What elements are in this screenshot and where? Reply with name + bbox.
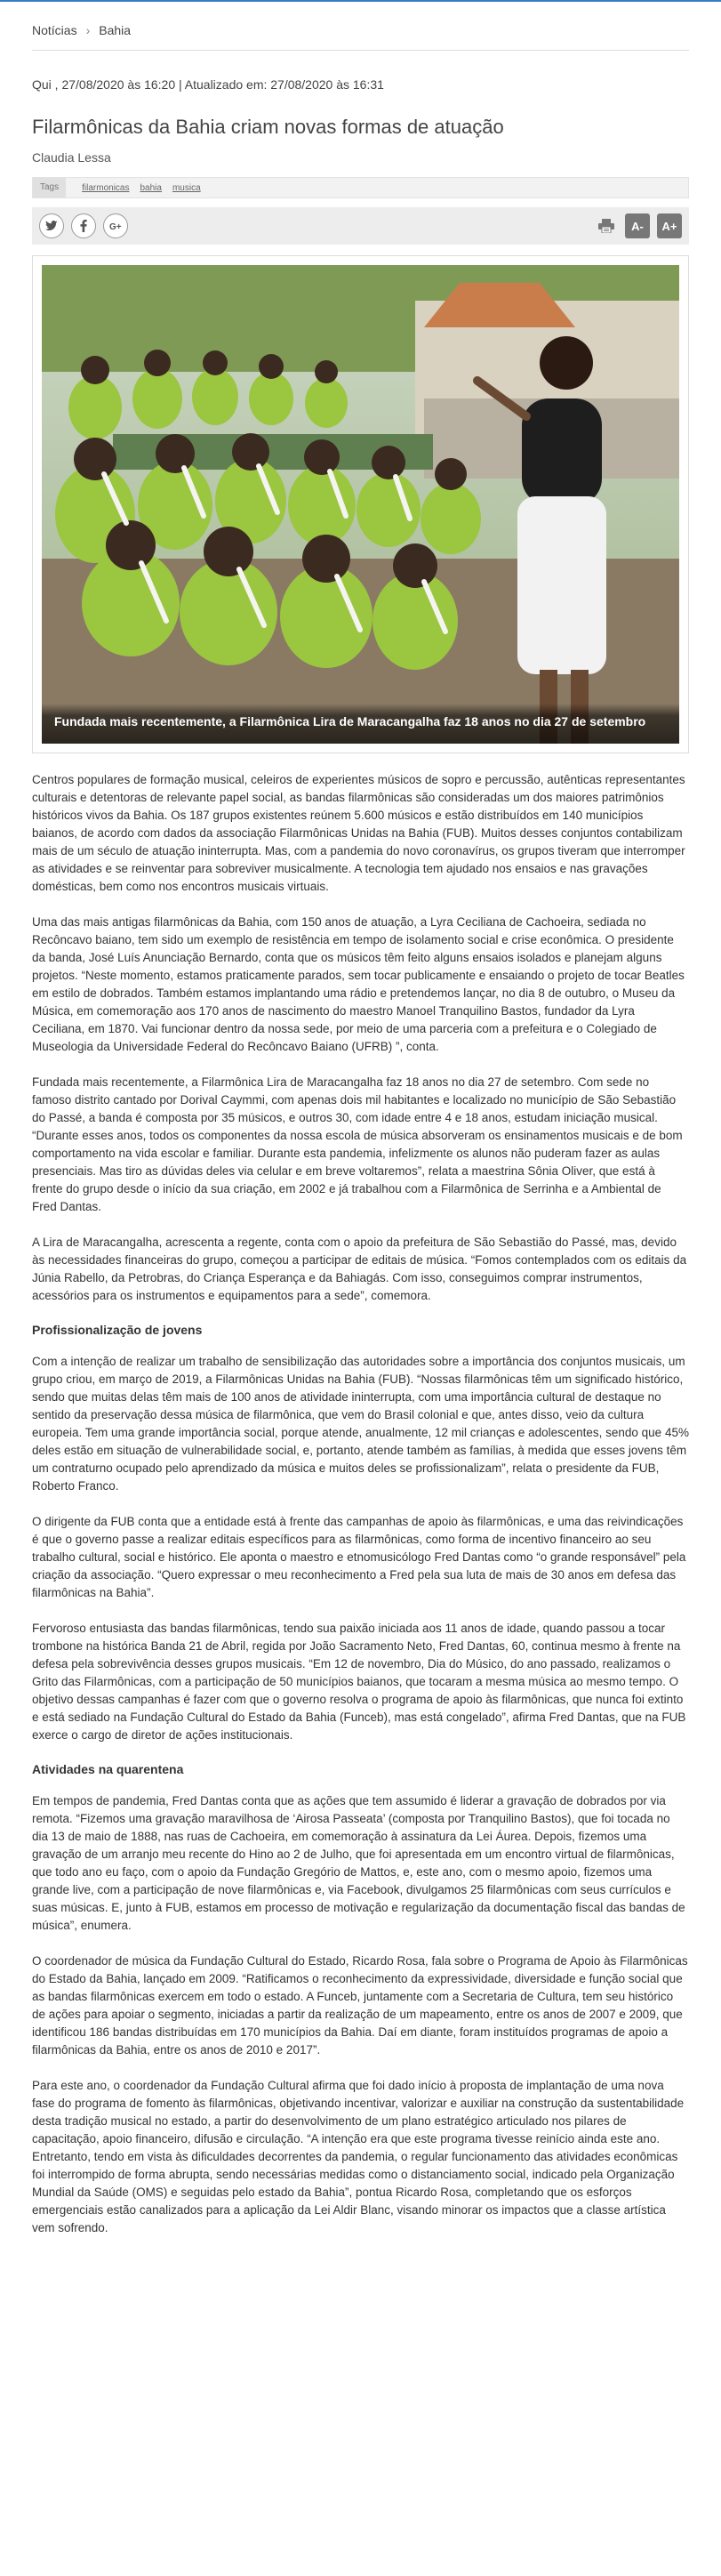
paragraph: Em tempos de pandemia, Fred Dantas conta que as ações que tem assumido é liderar a gravação de dobrados por via remota. “Fizemos uma gravação maravilhosa de ‘Airosa Passeata’ (composta por Tranquilino Bastos), que foi tocada no dia 13 de maio de 1888, nas ruas de Cachoeira, em comemoração à assinatura da Lei Áurea. Depois, fizemos uma gravação de um arranjo meu recente do Hino ao 2 de Julho, que foi apresentada em um encontro virtual de filarmônicas, que todo ano eu faço, com o apoio da Fundação Gregório de Mattos, e, este ano, com o mesmo apoio, fizemos uma grande live, com a participação de nove filarmônicas e, via Facebook, divulgamos 25 filarmônicas com seus currículos e suas músicas. E, junto à FUB, estamos em processo de motivação e regularização da documentação fiscal das bandas de música”, enumera. bbox=[32, 1794, 685, 1932]
photo-illustration bbox=[42, 265, 679, 744]
breadcrumb-home-link[interactable]: Notícias bbox=[32, 23, 77, 37]
font-decrease-button[interactable]: A- bbox=[625, 213, 650, 238]
tags-bar bbox=[32, 177, 689, 198]
tags-label: Tags bbox=[33, 178, 66, 197]
paragraph: Uma das mais antigas filarmônicas da Bahia, com 150 anos de atuação, a Lyra Ceciliana de Cachoeira, sediada no Recôncavo baiano, tem sido um exemplo de resistência em tempo de isolamento social e crise econômica. O presidente da banda, José Luís Anunciação Bernardo, conta que os músicos têm feito alguns ensaios isolados e planejam alguns projetos. “Neste momento, estamos praticamente parados, sem tocar publicamente e ensaiando o projeto de tocar Beatles em estilo de dobrados. Também estamos implantando uma rádio e pretendemos lançar, no dia 8 de outubro, o Museu da Música, em comemoração aos 170 anos de nascimento do maestro Manoel Tranquilino Bastos, fundador da Lyra Ceciliana, em 1870. Vai funcionar dentro da nossa sede, por meio de uma parceria com a prefeitura e o Colegiado de Museologia da Universidade Federal do Recôncavo Baiano (UFRB) ”, conta. bbox=[32, 915, 685, 1053]
tag-link[interactable]: filarmonicas bbox=[82, 182, 130, 193]
photo-caption: Fundada mais recentemente, a Filarmônica Lira de Maracangalha faz 18 anos no dia 27 de setembro bbox=[42, 704, 679, 744]
paragraph: Com a intenção de realizar um trabalho de sensibilização das autoridades sobre a importância dos conjuntos musicais, um grupo criou, em março de 2019, a Filarmônicas Unidas na Bahia (FUB). “Nossas filarmônicas têm um significado histórico, sendo que muitas delas têm mais de 100 anos de atividade ininterrupta, com uma importância cultural de destaque no sentido da preservação dessa música de filarmônica, que vem do Brasil colonial e que, antes disso, veio da cultura europeia. Tem uma grande importância social, porque atende, anualmente, 12 mil crianças e adolescentes, sendo que 45% deles estão em situação de vulnerabilidade social, e, portanto, atende também as famílias, à medida que esses jovens têm um contraturno ocupado pelo aprendizado da música e muitos deles se profissionalizam”, relata o presidente da FUB, Roberto Franco. bbox=[32, 1355, 689, 1493]
font-increase-button[interactable]: A+ bbox=[657, 213, 682, 238]
paragraph: Para este ano, o coordenador da Fundação Cultural afirma que foi dado início à proposta de implantação de uma nova fase do programa de fomento às filarmônicas, objetivando incentivar, valorizar e auxiliar na construção da sustentabilidade desta tradição musical no estado, a partir do desenvolvimento de um plano estratégico articulado nos pilares de capacitação, apoio financeiro, difusão e circulação. “A intenção era que este programa tivesse reinício ainda este ano. Entretanto, tendo em vista às dificuldades decorrentes da pandemia, o regular funcionamento das atividades econômicas foi interrompido de forma abrupta, sendo necessárias medidas como o distanciamento social, indicado pela Organização Mundial da Saúde (OMS) e seguidas pelo estado da Bahia”, pontua Ricardo Rosa, completando que os esforços emergenciais estão canalizados para a aplicação da Lei Aldir Blanc, visando minorar os impactos que a classe artística vem sofrendo. bbox=[32, 2079, 685, 2234]
breadcrumb bbox=[32, 2, 689, 50]
social-share-group bbox=[39, 213, 128, 238]
tag-link[interactable]: bahia bbox=[140, 182, 162, 193]
printer-icon[interactable] bbox=[595, 214, 618, 237]
text-tools-group bbox=[595, 213, 682, 238]
svg-text:G+: G+ bbox=[109, 222, 122, 230]
page bbox=[0, 2, 721, 2237]
facebook-icon[interactable] bbox=[71, 213, 96, 238]
paragraph: A Lira de Maracangalha, acrescenta a regente, conta com o apoio da prefeitura de São Sebastião do Passé, mas, devido às necessidades financeiras do grupo, começou a participar de editais de música. “Fomos contemplados com os editais da Júnia Rabello, da Petrobras, do Criança Esperança e da Bahiagás. Com isso, conseguimos comprar instrumentos, acessórios para os instrumentos e equipamentos para a sede”, comemora. bbox=[32, 1236, 687, 1302]
article-photo bbox=[42, 265, 679, 744]
article-author: Claudia Lessa bbox=[32, 150, 111, 165]
breadcrumb-section-link[interactable]: Bahia bbox=[99, 23, 132, 37]
google-plus-icon[interactable] bbox=[103, 213, 128, 238]
twitter-icon[interactable] bbox=[39, 213, 64, 238]
article-title: Filarmônicas da Bahia criam novas formas de atuação bbox=[32, 116, 504, 138]
article-figure bbox=[32, 255, 689, 753]
paragraph: Fervoroso entusiasta das bandas filarmônicas, tendo sua paixão iniciada aos 11 anos de idade, quando passou a tocar trombone na histórica Banda 21 de Abril, regida por João Sacramento Neto, Fred Dantas, 60, continua mesmo à frente na defesa pela sobrevivência desses grupos musicais. “Em 12 de novembro, Dia do Músico, do ano passado, realizamos o Grito das Filarmônicas, com a participação de 50 municípios baianos, que tocaram a mesma música ao mesmo tempo. O objetivo dessas campanhas é fazer com que o governo resolva o programa de apoio às filarmônicas, que nunca foi extinto e está sediado na Fundação Cultural do Estado da Bahia (Funceb), mas está congelado”, afirma Fred Dantas, que na FUB exerce o cargo de diretor de ações institucionais. bbox=[32, 1622, 686, 1742]
paragraph: Fundada mais recentemente, a Filarmônica Lira de Maracangalha faz 18 anos no dia 27 de setembro. Com sede no famoso distrito cantado por Dorival Caymmi, com apenas dois mil habitantes e localizado no município de São Sebastião do Passé, a banda é composta por 35 músicos, e outros 30, com idade entre 4 e 18 anos, estudam iniciação musical. “Durante esses anos, todos os componentes da nossa escola de música absorveram os ensinamentos musicais e de bom comportamento na vida escolar e familiar. Durante esta pandemia, infelizmente os alunos não puderam fazer as aulas presenciais. Mas tiro as dúvidas deles via celular e em breve voltaremos”, relata a maestrina Sônia Oliver, que está à frente do grupo desde o início da sua criação, em 2002 e já trabalhou com a Filarmônica de Serrinha e a Ambiental de Fred Dantas. bbox=[32, 1075, 683, 1213]
publish-dates: Qui , 27/08/2020 às 16:20 | Atualizado em: 27/08/2020 às 16:31 bbox=[32, 77, 384, 92]
article-body bbox=[32, 753, 689, 2237]
share-toolbar bbox=[32, 207, 689, 245]
paragraph: O coordenador de música da Fundação Cultural do Estado, Ricardo Rosa, fala sobre o Programa de Apoio às Filarmônicas do Estado da Bahia, lançado em 2009. “Ratificamos o reconhecimento da expressividade, diversidade e função social que as bandas filarmônicas exercem em todo o estado. A Funceb, juntamente com a Secretaria de Cultura, tem seu histórico de ações para apoiar o segmento, iniciadas a partir da realização de um mapeamento, entre os anos de 2007 e 2009, que identificou 186 bandas distribuídas em 170 municípios da Bahia. Daí em diante, foram instituídos programas de apoio a filarmônicas da Bahia, entre os anos de 2010 e 2017”. bbox=[32, 1954, 688, 2057]
tag-link[interactable]: musica bbox=[172, 182, 201, 193]
section-heading: Atividades na quarentena bbox=[32, 1762, 184, 1776]
paragraph: Centros populares de formação musical, celeiros de experientes músicos de sopro e percussão, autênticas representantes culturais e detentoras de relevante papel social, as bandas filarmônicas são consideradas um dos maiores patrimônios históricos vivos da Bahia. Os 187 grupos existentes reúnem 5.600 músicos e estão distribuídos em 140 municípios baianos, de acordo com dados da associação Filarmônicas Unidas na Bahia (FUB). Muitos desses conjuntos contabilizam mais de um século de atuação ininterrupta. Mas, com a pandemia do novo coronavírus, os grupos tiveram que interromper as atividades e se reinventar para sobreviver musicalmente. A tecnologia tem ajudado nos ensaios e nas gravações domésticas, bem como nos encontros musicais virtuais. bbox=[32, 773, 685, 893]
paragraph: O dirigente da FUB conta que a entidade está à frente das campanhas de apoio às filarmônicas, e uma das reivindicações é que o governo passe a realizar editais específicos para as filarmônicas, como forma de incentivo financeiro ao seu trabalho cultural, social e histórico. Ele aponta o maestro e etnomusicólogo Fred Dantas como “o grande responsável” pela criação da associação. “Quero expressar o meu reconhecimento a Fred pela sua luta de mais de 30 anos em defesa das filarmônicas na Bahia”. bbox=[32, 1515, 686, 1599]
breadcrumb-separator: › bbox=[85, 23, 91, 37]
section-heading: Profissionalização de jovens bbox=[32, 1323, 203, 1337]
